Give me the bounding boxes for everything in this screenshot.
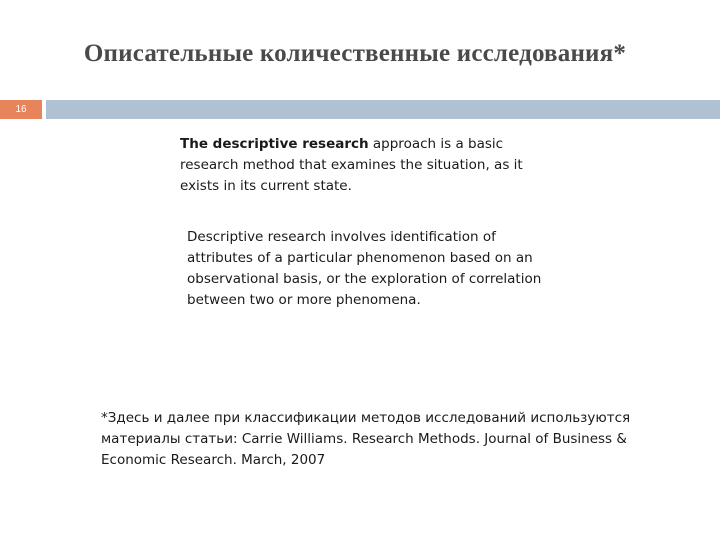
slide-number-badge: 16	[0, 100, 42, 119]
paragraph-bold-term: The descriptive research	[180, 136, 369, 152]
paragraph-definition-text: approach is a basic research method that examines the situation, as it exists in its current state.	[180, 136, 523, 194]
paragraph-descriptive-involves: Descriptive research involves identification of attributes of a particular phenomenon based on an observational basis, or the exploration of correlation between two or more phenomena.	[187, 229, 542, 308]
header-divider-bar	[46, 100, 720, 119]
paragraph-descriptive-definition	[180, 134, 540, 197]
footnote-source: *Здесь и далее при классификации методов исследований используются материалы статьи: Carrie Williams. Research Methods. Journal of Business & Economic Research. March, 2007	[101, 410, 631, 468]
slide-title: Описательные количественные исследования*	[83, 40, 627, 67]
